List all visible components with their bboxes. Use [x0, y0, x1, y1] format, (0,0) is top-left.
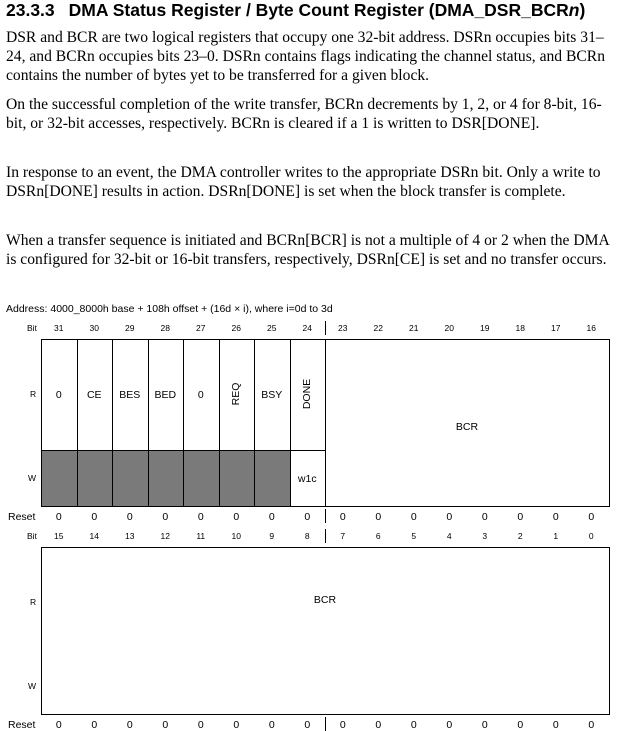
byte-divider — [325, 321, 326, 335]
bit-number: 31 — [54, 323, 64, 333]
bit-number: 0 — [588, 531, 594, 541]
reset-value: 0 — [517, 719, 524, 731]
reset-value: 0 — [339, 511, 346, 523]
bit-number: 10 — [231, 531, 241, 541]
section-number: 23.3.3 — [6, 0, 55, 20]
bit-row-label: Bit — [27, 323, 37, 333]
reset-value: 0 — [375, 719, 382, 731]
register-box — [41, 547, 610, 715]
reset-value: 0 — [197, 511, 204, 523]
byte-divider — [325, 509, 326, 523]
field-divider — [219, 339, 220, 507]
reset-value: 0 — [304, 511, 311, 523]
reset-value: 0 — [197, 719, 204, 731]
bit-number: 2 — [517, 531, 523, 541]
field-label: 0 — [197, 389, 204, 401]
reset-value: 0 — [481, 719, 488, 731]
reset-value: 0 — [588, 719, 595, 731]
section-heading — [6, 0, 585, 21]
field-label: BSY — [261, 389, 283, 401]
reset-row-label: Reset — [8, 719, 36, 731]
byte-divider — [325, 717, 326, 731]
bit-number: 11 — [196, 531, 206, 541]
reset-value: 0 — [446, 511, 453, 523]
bit-number: 1 — [553, 531, 559, 541]
bit-number: 13 — [125, 531, 135, 541]
bcr-field-label: BCR — [455, 421, 479, 433]
paragraph: On the successful completion of the write transfer, BCRn decrements by 1, 2, or 4 for 8-bit, 16-bit, or 32-bit accesses, respectively. BCRn is cleared if a 1 is written to DSR[DONE]. — [6, 96, 602, 132]
field-label: BED — [154, 389, 177, 401]
reset-value: 0 — [304, 719, 311, 731]
reset-value: 0 — [410, 719, 417, 731]
bit-number: 4 — [446, 531, 452, 541]
reset-value: 0 — [268, 719, 275, 731]
bcr-field-label: BCR — [313, 594, 337, 606]
reset-value: 0 — [126, 511, 133, 523]
bit-number: 17 — [551, 323, 561, 333]
reset-value: 0 — [91, 719, 98, 731]
write-row-label: W — [28, 681, 37, 691]
done-write-label: w1c — [297, 473, 317, 485]
reset-value: 0 — [162, 511, 169, 523]
reset-value: 0 — [55, 719, 62, 731]
field-label: CE — [86, 389, 102, 401]
write-row-label: W — [28, 473, 37, 483]
reserved-shade — [42, 450, 290, 506]
reset-value: 0 — [233, 511, 240, 523]
reset-value: 0 — [126, 719, 133, 731]
paragraph: DSR and BCR are two logical registers that occupy one 32-bit address. DSRn occupies bits 31–24, and BCRn occupies bits 23–0. DSRn contains flags indicating the channel status, and BCRn contains the number of bytes yet to be transferred for a given block. — [6, 29, 605, 84]
field-divider — [112, 339, 113, 507]
bit-number: 16 — [586, 323, 596, 333]
bit-number: 30 — [89, 323, 99, 333]
reset-value: 0 — [233, 719, 240, 731]
reset-value: 0 — [552, 511, 559, 523]
reset-value: 0 — [588, 511, 595, 523]
bit-number: 19 — [480, 323, 490, 333]
bit-number: 12 — [160, 531, 170, 541]
bit-number: 21 — [409, 323, 419, 333]
bit-number: 5 — [411, 531, 417, 541]
reset-row-label: Reset — [8, 511, 36, 523]
bit-number: 26 — [231, 323, 241, 333]
reset-value: 0 — [162, 719, 169, 731]
bit-row-label: Bit — [27, 531, 37, 541]
bit-number: 25 — [267, 323, 277, 333]
bit-number: 22 — [373, 323, 383, 333]
reset-value: 0 — [375, 511, 382, 523]
field-divider — [183, 339, 184, 507]
bit-number: 8 — [304, 531, 310, 541]
reset-value: 0 — [552, 719, 559, 731]
field-divider — [77, 339, 78, 507]
field-divider — [148, 339, 149, 507]
bit-number: 27 — [196, 323, 206, 333]
bit-number: 18 — [515, 323, 525, 333]
register-address: Address: 4000_8000h base + 108h offset + (16d × i), where i=0d to 3d — [6, 303, 333, 315]
field-label: BES — [119, 389, 141, 401]
reset-value: 0 — [339, 719, 346, 731]
read-row-label: R — [30, 389, 37, 399]
bit-number: 23 — [338, 323, 348, 333]
field-divider — [254, 339, 255, 507]
bit-number: 7 — [340, 531, 346, 541]
paragraph: In response to an event, the DMA controller writes to the appropriate DSRn bit. Only a write to DSRn[DONE] results in action. DSRn[DONE] is set when the block transfer is complete. — [6, 164, 601, 200]
bit-number: 24 — [302, 323, 312, 333]
reset-value: 0 — [55, 511, 62, 523]
field-label: DONE — [301, 378, 314, 410]
section-title-italic: n — [568, 0, 580, 20]
field-label: REQ — [230, 382, 243, 406]
bit-number: 3 — [482, 531, 488, 541]
bit-number: 6 — [375, 531, 381, 541]
reset-value: 0 — [91, 511, 98, 523]
paragraph: When a transfer sequence is initiated and BCRn[BCR] is not a multiple of 4 or 2 when the DMA is configured for 32-bit or 16-bit transfers, respectively, DSRn[CE] is set and no transfer occurs. — [6, 232, 609, 268]
bit-number: 14 — [89, 531, 99, 541]
bit-number: 28 — [160, 323, 170, 333]
field-label: 0 — [55, 389, 62, 401]
reset-value: 0 — [517, 511, 524, 523]
byte-divider — [325, 529, 326, 543]
bit-number: 20 — [444, 323, 454, 333]
section-title: DMA Status Register / Byte Count Register (DMA_DSR_BCR — [68, 0, 569, 20]
section-title-suffix: ) — [579, 0, 586, 20]
rw-divider — [41, 450, 325, 451]
reset-value: 0 — [268, 511, 275, 523]
read-row-label: R — [30, 597, 37, 607]
reset-value: 0 — [481, 511, 488, 523]
reset-value: 0 — [410, 511, 417, 523]
bit-number: 9 — [269, 531, 275, 541]
bit-number: 15 — [54, 531, 64, 541]
reset-value: 0 — [446, 719, 453, 731]
bit-number: 29 — [125, 323, 135, 333]
